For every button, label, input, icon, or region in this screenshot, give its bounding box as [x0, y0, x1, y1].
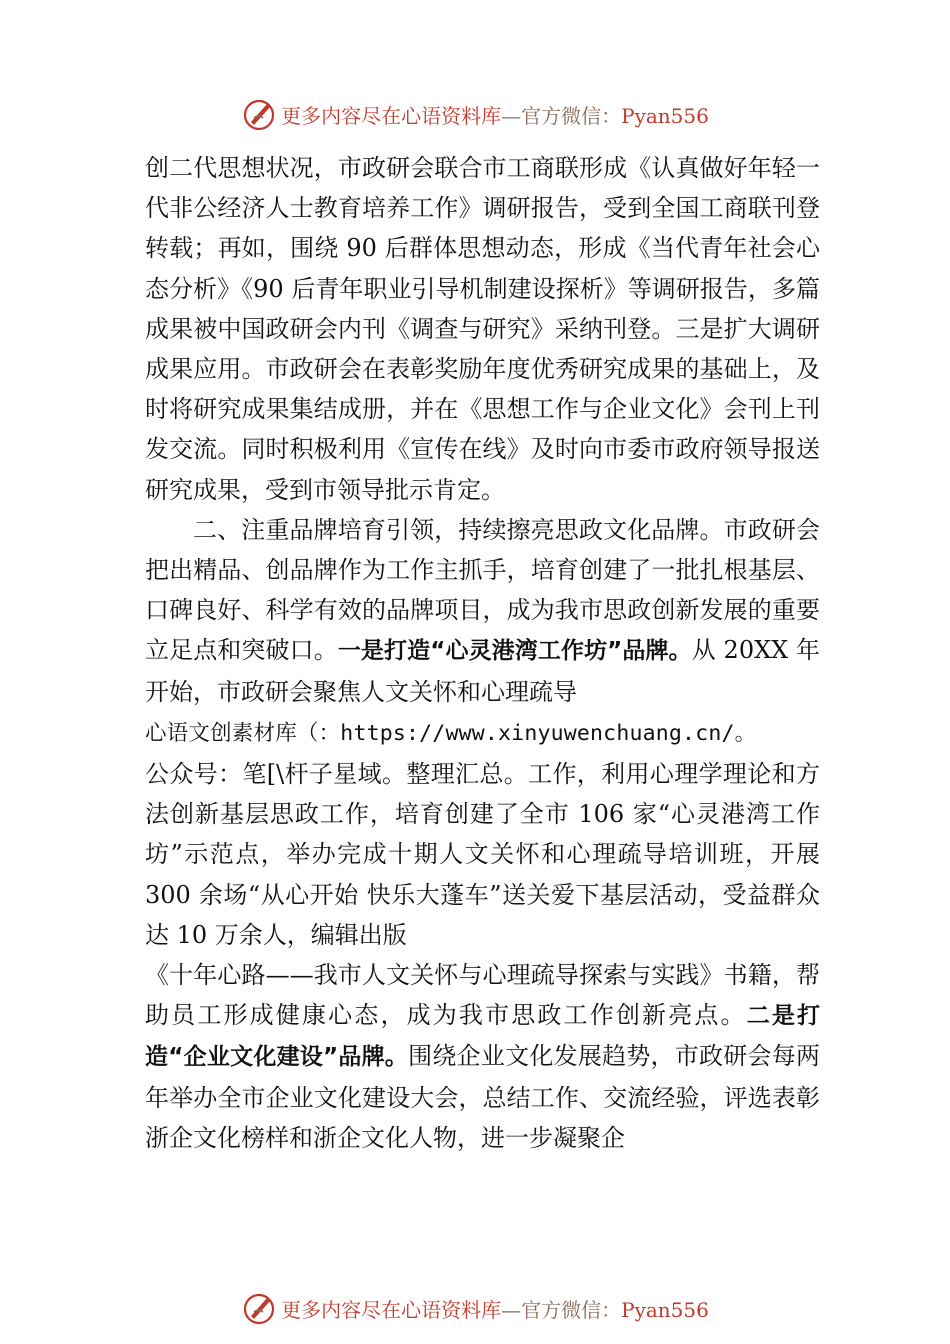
pen-seal-icon: [241, 1290, 277, 1326]
bold-heading-second: 二是打造“企业文化建设”品牌。: [145, 1003, 821, 1071]
header-watermark-banner: [0, 94, 950, 134]
bold-heading-first: 一是打造“心灵港湾工作坊”品牌。: [337, 638, 692, 665]
header-watermark-text: 更多内容尽在心语资料库—官方微信：Pyan556: [281, 103, 709, 128]
footer-watermark-banner: [0, 1288, 950, 1328]
paragraph-brand-section: 二、注重品牌培育引领，持续擦亮思政文化品牌。市政研会把出精品、创品牌作为工作主抓手，培育创建了一批扎根基层、口碑良好、科学有效的品牌项目，成为我市思政创新发展的重要立足点和突破口。一是打造“心灵港湾工作坊”品牌。从 20XX 年开始，市政研会聚焦人文关怀和心理疏导 心语文创素材库（：https://www.xinyuwenchuang.cn/。 公众号：笔[\杆子星域。整理汇总。工作，利用心理学理论和方法创新基层思政工作，培育创建了全市 106 家“心灵港湾工作坊”示范点，举办完成十期人文关怀和心理疏导培训班，开展 300 余场“从心开始 快乐大蓬车”送关爱下基层活动，受益群众达 10 万余人，编辑出版 《十年心路——我市人文关怀与心理疏导探索与实践》书籍，帮助员工形成健康心态，成为我市思政工作创新亮点。二是打造“企业文化建设”品牌。围绕企业文化发展趋势，市政研会每两年举办全市企业文化建设大会，总结工作、交流经验，评选表彰浙企文化榜样和浙企文化人物，进一步凝聚企: [145, 515, 821, 1152]
footer-watermark-text: 更多内容尽在心语资料库—官方微信：Pyan556: [281, 1297, 709, 1322]
inline-source-notice: 心语文创素材库（：https://www.xinyuwenchuang.cn/。: [145, 720, 757, 746]
pen-seal-icon: [241, 96, 277, 132]
document-body: [145, 148, 820, 1158]
paragraph-continuation: 创二代思想状况，市政研会联合市工商联形成《认真做好年轻一代非公经济人士教育培养工作》调研报告，受到全国工商联刊登转载；再如，围绕 90 后群体思想动态，形成《当代青年社会心态分析》《90 后青年职业引导机制建设探析》等调研报告，多篇成果被中国政研会内刊《调查与研究》采纳刊登。三是扩大调研成果应用。市政研会在表彰奖励年度优秀研究成果的基础上，及时将研究成果集结成册，并在《思想工作与企业文化》会刊上刊发交流。同时积极利用《宣传在线》及时向市委市政府领导报送研究成果，受到市领导批示肯定。: [145, 154, 820, 504]
